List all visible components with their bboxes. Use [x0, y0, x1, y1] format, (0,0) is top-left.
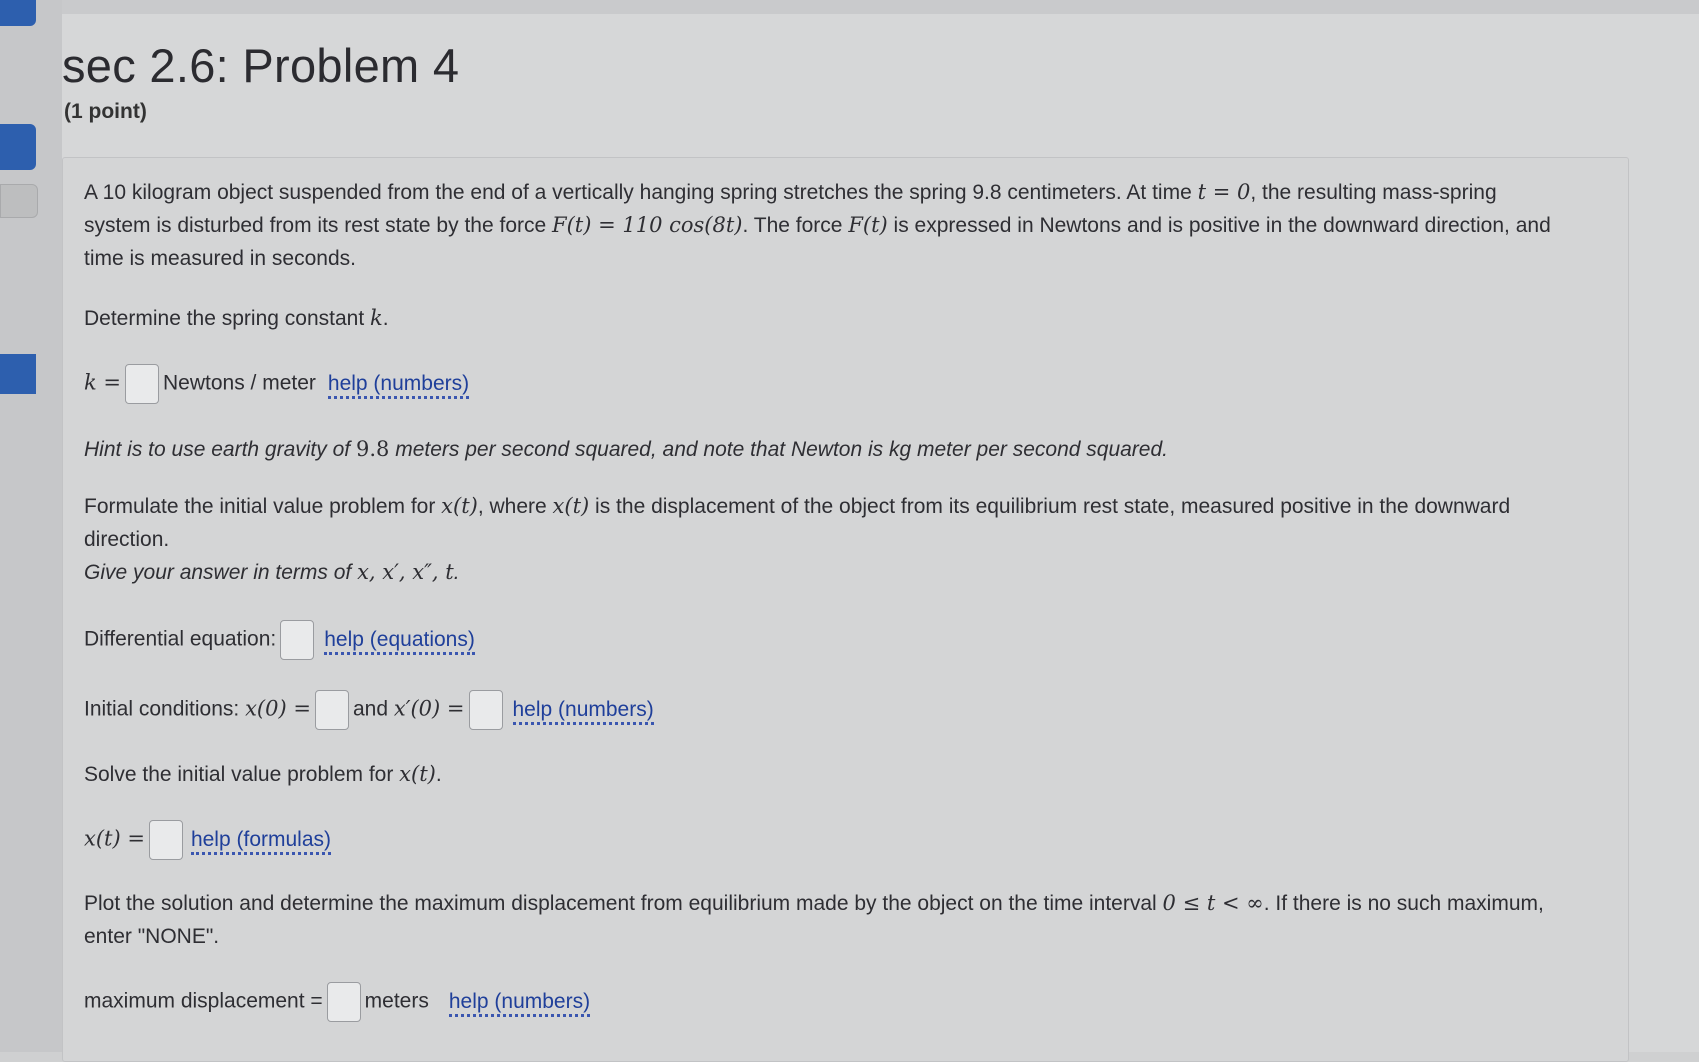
de-label: Differential equation:: [84, 627, 277, 651]
ivp-give-vars: x, x′, x″, t: [357, 560, 454, 584]
hint-text: [84, 433, 1168, 466]
page-title: sec 2.6: Problem 4: [62, 39, 460, 92]
xt-answer-input[interactable]: [149, 820, 183, 860]
solve-prompt: [84, 758, 442, 791]
ivp-math-2: x(t): [552, 494, 590, 518]
ivp-math-1: x(t): [441, 494, 478, 518]
solve-var: x(t): [399, 762, 436, 786]
xprime0-answer-input[interactable]: [469, 690, 503, 730]
spring-prompt-text: Determine the spring constant: [84, 307, 370, 330]
differential-equation-row: [84, 620, 475, 660]
intro-math-1: t = 0: [1197, 180, 1251, 204]
solve-text: Solve the initial value problem for: [84, 763, 400, 786]
sidebar-tab-blue[interactable]: [0, 124, 36, 170]
help-numbers-link[interactable]: help (numbers): [328, 372, 469, 399]
plot-prompt: [84, 887, 1564, 953]
k-answer-input[interactable]: [125, 364, 159, 404]
spring-prompt-end: .: [382, 307, 389, 330]
k-units: Newtons / meter: [163, 371, 316, 395]
sidebar-tab-gray[interactable]: [0, 184, 38, 218]
ivp-text-1: Formulate the initial value problem for: [84, 495, 442, 518]
max-displacement-row: [84, 982, 590, 1022]
spring-prompt-var: k: [369, 306, 383, 330]
ic-xprime0-label: x′(0) =: [393, 696, 465, 721]
hint-a: Hint is to use earth gravity of: [84, 438, 356, 461]
ivp-text-3: is the displacement of the object from its equilibrium rest state, measured positive in the downward direction.: [84, 495, 1511, 551]
intro-math-3: F(t): [848, 213, 888, 237]
maxd-units: meters: [364, 989, 429, 1013]
help-numbers-link-maxd[interactable]: help (numbers): [449, 990, 590, 1017]
hint-gravity-value: 9.8: [355, 437, 390, 461]
sidebar-tab-top[interactable]: [0, 0, 36, 26]
xt-label: x(t) =: [84, 826, 145, 851]
intro-text-1: A 10 kilogram object suspended from the end of a vertically hanging spring stretches the spring 9.8 centimeters. At time: [84, 181, 1198, 204]
ic-and: and: [352, 697, 389, 721]
problem-points: (1 point): [64, 100, 147, 123]
spring-constant-prompt: [84, 302, 389, 335]
plot-text-1: Plot the solution and determine the maximum displacement from equilibrium made by the object on the time interval: [84, 892, 1163, 915]
ivp-give-text: Give your answer in terms of: [84, 561, 358, 584]
ic-x0-label: x(0) =: [245, 696, 311, 721]
hint-c: meters per second squared, and note that Newton is kg meter per second squared.: [389, 438, 1168, 461]
spring-constant-row: [84, 364, 469, 404]
initial-conditions-row: [84, 690, 654, 730]
x0-answer-input[interactable]: [315, 690, 349, 730]
de-answer-input[interactable]: [280, 620, 314, 660]
ic-label: Initial conditions:: [84, 697, 246, 721]
intro-text-3: . The force: [742, 214, 849, 237]
maxd-label: maximum displacement =: [84, 989, 323, 1013]
ivp-text-2: , where: [477, 495, 553, 518]
help-equations-link[interactable]: help (equations): [324, 628, 475, 655]
intro-text-2: , the resulting mass-spring system is disturbed from its rest state by the force: [84, 181, 1497, 237]
problem-intro: [84, 176, 1564, 275]
plot-interval: 0 ≤ t < ∞: [1162, 891, 1264, 915]
help-formulas-link[interactable]: help (formulas): [191, 828, 331, 855]
solve-end: .: [435, 763, 442, 786]
maxd-answer-input[interactable]: [327, 982, 361, 1022]
help-numbers-link-ic[interactable]: help (numbers): [513, 698, 654, 725]
plot-text-2: . If there is no such maximum, enter "NONE".: [84, 892, 1544, 948]
k-label: k =: [84, 370, 121, 395]
sidebar-tab-active[interactable]: [0, 354, 36, 394]
intro-text-4: is expressed in Newtons and is positive in the downward direction, and time is measured in seconds.: [84, 214, 1551, 270]
ivp-prompt: [84, 490, 1564, 556]
solution-row: [84, 820, 331, 860]
ivp-instructions: [84, 556, 460, 589]
ivp-give-end: .: [453, 561, 460, 584]
intro-math-2: F(t) = 110 cos(8t): [552, 213, 743, 237]
